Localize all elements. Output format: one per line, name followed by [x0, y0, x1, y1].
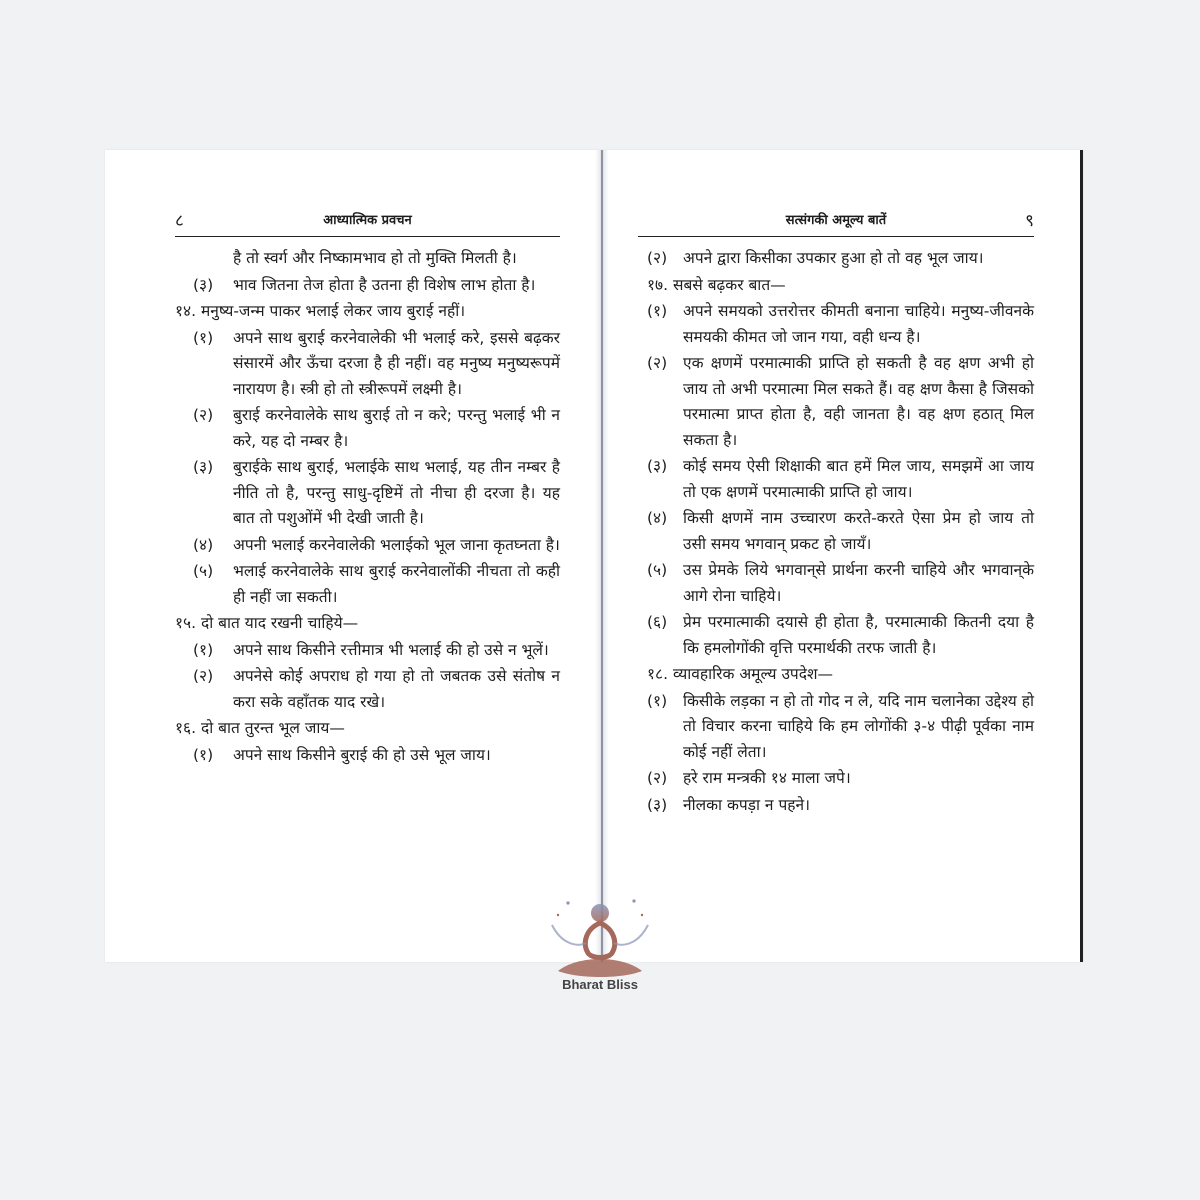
watermark-brand-text: Bharat Bliss — [562, 977, 638, 992]
numbered-item — [175, 455, 560, 532]
paragraph-text: अपने साथ किसीने बुराई की हो उसे भूल जाय। — [233, 745, 491, 764]
numbered-item — [638, 558, 1034, 609]
paragraph-text: प्रेम परमात्माकी दयासे ही होता है, परमात्माकी कितनी दया है कि हमलोगोंकी वृत्ति परमार्थकी तरफ जाती है। — [683, 613, 1034, 657]
paragraph-text: अपनी भलाई करनेवालेकी भलाईको भूल जाना कृतघ्नता है। — [233, 535, 560, 554]
left-running-head — [175, 206, 560, 237]
book-gutter — [595, 150, 609, 962]
numbered-item — [175, 664, 560, 715]
item-number: (१) — [647, 691, 668, 710]
item-number: (२) — [193, 406, 214, 424]
right-running-head — [638, 206, 1034, 237]
item-number: (१) — [193, 328, 214, 347]
section-heading — [175, 716, 560, 742]
numbered-item — [638, 610, 1034, 661]
item-number: (१) — [647, 302, 668, 320]
section-heading — [638, 662, 1034, 688]
paragraph-text: भलाई करनेवालेके साथ बुराई करनेवालोंकी नीचता तो कही ही नहीं जा सकती। — [233, 562, 560, 606]
paragraph-text: हरे राम मन्त्रकी १४ माला जपे। — [683, 769, 851, 787]
paragraph-text: अपने साथ किसीने रत्तीमात्र भी भलाई की हो उसे न भूलें। — [233, 640, 549, 659]
numbered-item — [638, 454, 1034, 505]
numbered-item — [638, 506, 1034, 557]
item-number: (१) — [193, 640, 214, 659]
right-page — [638, 150, 1034, 962]
item-number: (४) — [647, 509, 668, 527]
section-heading — [175, 299, 560, 325]
item-number: (५) — [647, 561, 668, 579]
paragraph-text: है तो स्वर्ग और निष्कामभाव हो तो मुक्ति मिलती है। — [233, 249, 517, 267]
running-title: आध्यात्मिक प्रवचन — [323, 213, 412, 228]
paragraph-text: १७. सबसे बढ़कर बात— — [647, 275, 786, 294]
page-number: ८ — [175, 211, 184, 231]
book-spread — [105, 150, 1083, 962]
paragraph-text: १६. दो बात तुरन्त भूल जाय— — [175, 719, 345, 737]
numbered-item — [638, 689, 1034, 766]
item-number: (२) — [193, 667, 214, 685]
paragraph-text: अपने समयको उत्तरोत्तर कीमती बनाना चाहिये। मनुष्य-जीवनके समयकी कीमत जो जान गया, वही धन्य है। — [683, 302, 1034, 346]
numbered-item — [638, 351, 1034, 453]
item-number: (३) — [647, 457, 668, 475]
section-heading — [175, 611, 560, 637]
item-number: (५) — [193, 562, 214, 580]
paragraph-text: १८. व्यावहारिक अमूल्य उपदेश— — [647, 665, 834, 683]
paragraph-text: १५. दो बात याद रखनी चाहिये— — [175, 614, 359, 632]
paragraph-text: किसीके लड़का न हो तो गोद न ले, यदि नाम चलानेका उद्देश्य हो तो विचार करना चाहिये कि हम लोगोंकी ३-४ पीढ़ी पूर्वका नाम कोई नहीं लेता। — [683, 691, 1034, 761]
left-page — [175, 150, 560, 962]
item-number: (३) — [193, 275, 214, 294]
paragraph-text: अपनेसे कोई अपराध हो गया हो तो जबतक उसे संतोष न करा सके वहाँतक याद रखे। — [233, 667, 560, 711]
paragraph-text: अपने साथ बुराई करनेवालेकी भी भलाई करे, इससे बढ़कर संसारमें और ऊँचा दरजा है ही नहीं। वह मनुष्य मनुष्यरूपमें नारायण है। स्त्री हो तो स्त्रीरूपमें लक्ष्मी है। — [233, 328, 560, 398]
item-number: (४) — [193, 535, 214, 554]
numbered-item — [638, 793, 1034, 819]
numbered-item — [175, 743, 560, 769]
page-number: ९ — [1025, 211, 1034, 231]
right-body-text — [638, 246, 1034, 819]
numbered-item — [175, 273, 560, 299]
item-number: (३) — [193, 458, 214, 476]
numbered-item — [175, 559, 560, 610]
left-body-text — [175, 246, 560, 769]
numbered-item — [638, 299, 1034, 350]
paragraph-text: किसी क्षणमें नाम उच्चारण करते-करते ऐसा प्रेम हो जाय तो उसी समय भगवान् प्रकट हो जायँ। — [683, 509, 1034, 553]
paragraph-text: नीलका कपड़ा न पहने। — [683, 795, 810, 814]
item-number: (६) — [647, 613, 668, 631]
paragraph-text: कोई समय ऐसी शिक्षाकी बात हमें मिल जाय, समझमें आ जाय तो एक क्षणमें परमात्माकी प्राप्ति हो जाय। — [683, 457, 1034, 501]
paragraph-text: १४. मनुष्य-जन्म पाकर भलाई लेकर जाय बुराई नहीं। — [175, 302, 466, 320]
running-title: सत्संगकी अमूल्य बातें — [785, 213, 887, 228]
paragraph-text: बुराई करनेवालेके साथ बुराई तो न करे; परन्तु भलाई भी न करे, यह दो नम्बर है। — [233, 406, 560, 450]
numbered-item — [175, 533, 560, 559]
paragraph-text: अपने द्वारा किसीका उपकार हुआ हो तो वह भूल जाय। — [683, 249, 984, 267]
item-number: (३) — [647, 795, 668, 814]
item-number: (२) — [647, 249, 668, 267]
paragraph-text: बुराईके साथ बुराई, भलाईके साथ भलाई, यह तीन नम्बर है नीति तो है, परन्तु साधु-दृष्टिमें तो नीचा ही दरजा है। यह बात तो पशुओंमें भी देखी जाती है। — [233, 458, 560, 527]
continuation-text — [175, 246, 560, 272]
numbered-item — [175, 326, 560, 403]
item-number: (२) — [647, 769, 668, 787]
item-number: (२) — [647, 354, 668, 372]
numbered-item — [638, 246, 1034, 272]
numbered-item — [175, 403, 560, 454]
numbered-item — [175, 638, 560, 664]
paragraph-text: उस प्रेमके लिये भगवान्‌से प्रार्थना करनी चाहिये और भगवान्‌के आगे रोना चाहिये। — [683, 561, 1034, 605]
paragraph-text: एक क्षणमें परमात्माकी प्राप्ति हो सकती है वह क्षण अभी हो जाय तो अभी परमात्मा मिल सकते हैं। वह क्षण कैसा है जिसको परमात्मा प्राप्त होता है, वही जानता है। वह क्षण हठात् मिल सकता है। — [683, 354, 1034, 449]
page-edge — [1080, 150, 1083, 962]
numbered-item — [638, 766, 1034, 792]
paragraph-text: भाव जितना तेज होता है उतना ही विशेष लाभ होता है। — [233, 275, 536, 294]
item-number: (१) — [193, 745, 214, 764]
section-heading — [638, 273, 1034, 299]
